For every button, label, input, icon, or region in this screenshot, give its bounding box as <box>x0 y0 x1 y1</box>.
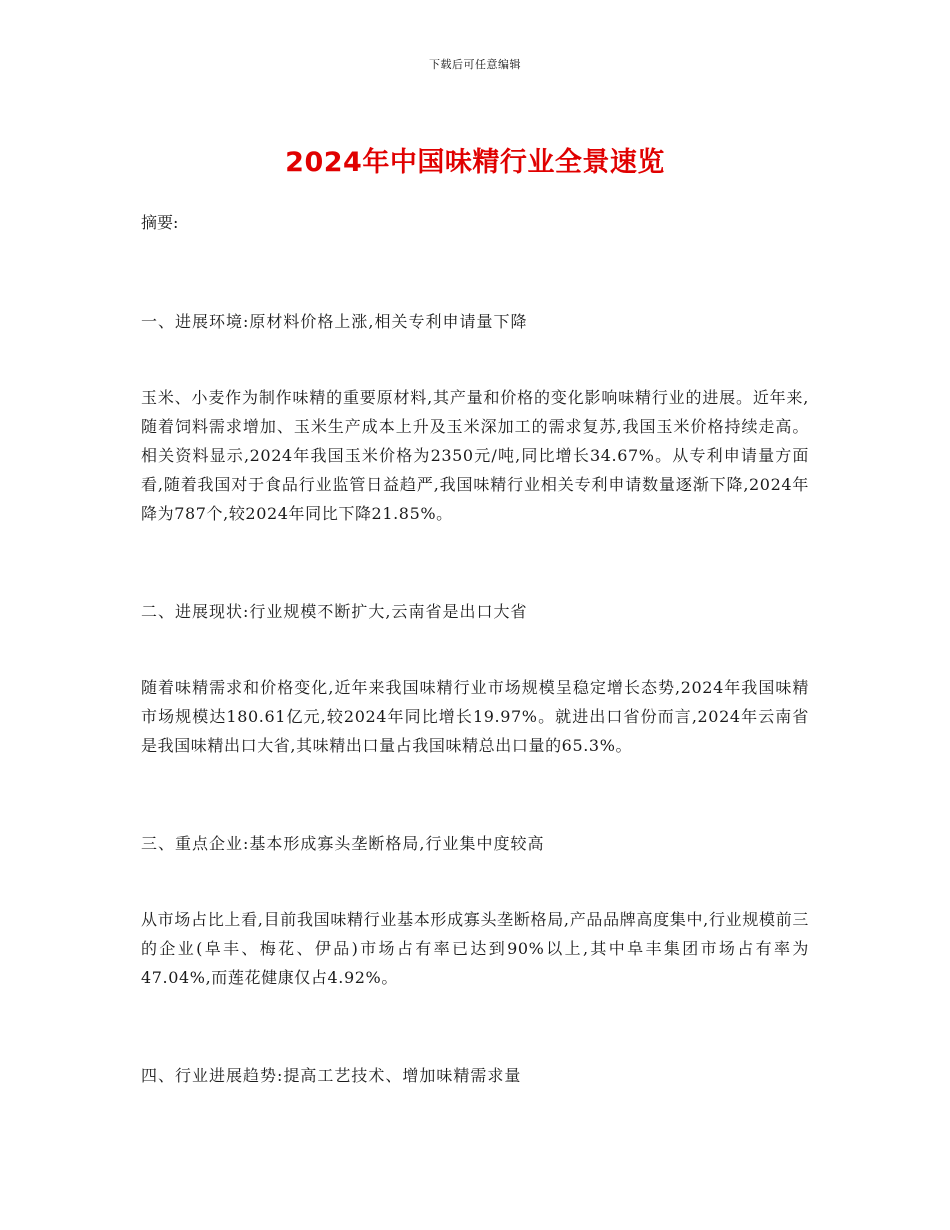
section-3-heading: 三、重点企业:基本形成寡头垄断格局,行业集中度较高 <box>141 834 545 853</box>
document-body <box>141 208 809 1137</box>
section-3-body: 从市场占比上看,目前我国味精行业基本形成寡头垄断格局,产品品牌高度集中,行业规模前三的企业(阜丰、梅花、伊品)市场占有率已达到90%以上,其中阜丰集团市场占有率为47.04%,而莲花健康仅占4.92%。 <box>141 910 809 987</box>
page-header-note: 下载后可任意编辑 <box>429 58 521 71</box>
section-1-body: 玉米、小麦作为制作味精的重要原材料,其产量和价格的变化影响味精行业的进展。近年来,随着饲料需求增加、玉米生产成本上升及玉米深加工的需求复苏,我国玉米价格持续走高。相关资料显示,2024年我国玉米价格为2350元/吨,同比增长34.67%。从专利申请量方面看,随着我国对于食品行业监管日益趋严,我国味精行业相关专利申请数量逐渐下降,2024年降为787个,较2024年同比下降21.85%。 <box>141 388 809 523</box>
abstract-label: 摘要: <box>141 213 179 232</box>
document-title: 2024年中国味精行业全景速览 <box>285 147 665 178</box>
section-4-heading: 四、行业进展趋势:提高工艺技术、增加味精需求量 <box>141 1066 522 1085</box>
section-1-heading: 一、进展环境:原材料价格上涨,相关专利申请量下降 <box>141 312 528 331</box>
section-2-heading: 二、进展现状:行业规模不断扩大,云南省是出口大省 <box>141 602 528 621</box>
section-2-body: 随着味精需求和价格变化,近年来我国味精行业市场规模呈稳定增长态势,2024年我国味精市场规模达180.61亿元,较2024年同比增长19.97%。就进出口省份而言,2024年云南省是我国味精出口大省,其味精出口量占我国味精总出口量的65.3%。 <box>141 678 809 755</box>
